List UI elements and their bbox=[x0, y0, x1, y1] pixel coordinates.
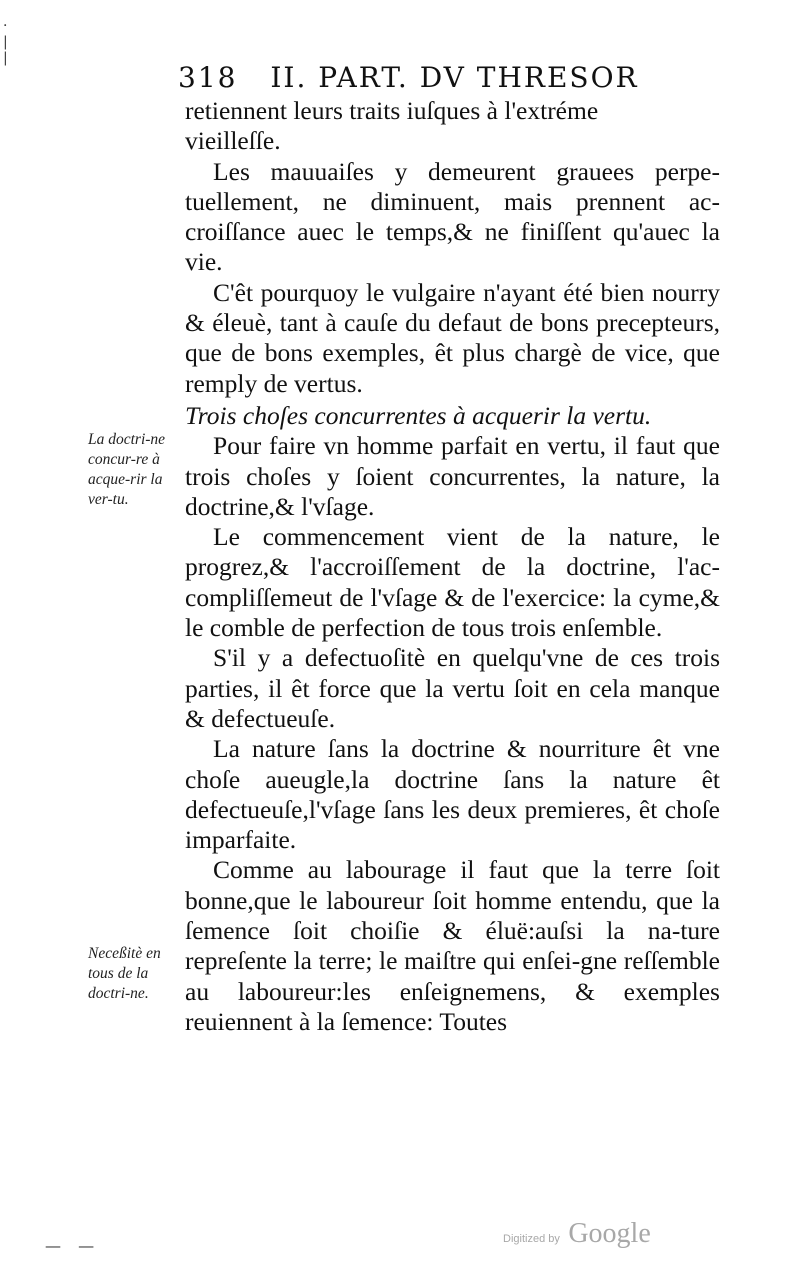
paragraph: Les mauuaiſes y demeurent grauees perpe-tuellement, ne diminuent, mais prennent ac-croiſſance auec le temps,& ne finiſſent qu'auec la vie. bbox=[185, 156, 720, 277]
scan-edge-mark: · | | bbox=[3, 18, 8, 66]
google-logo: Google bbox=[568, 1218, 651, 1249]
text-line: vieilleſſe. bbox=[185, 126, 281, 156]
page-number: 318 bbox=[178, 61, 238, 94]
running-title: II. PART. DV THRESOR bbox=[270, 61, 639, 94]
section-heading: Trois choſes concurrentes à acquerir la vertu. bbox=[185, 400, 652, 430]
main-text bbox=[185, 96, 720, 1037]
paragraph: S'il y a defectuoſitè en quelqu'vne de ces trois parties, il êt force que la vertu ſoit en cela manque & defectueuſe. bbox=[185, 643, 720, 733]
paragraph: La nature ſans la doctrine & nourriture êt vne choſe aueugle,la doctrine ſans la nature êt defectueuſe,l'vſage ſans les deux premieres, êt choſe imparfaite. bbox=[185, 734, 720, 855]
paragraph: Pour faire vn homme parfait en vertu, il faut que trois choſes y ſoient concurrentes, la nature, la doctrine,& l'vſage. bbox=[185, 431, 720, 521]
scan-edge-dashes: — — bbox=[45, 1236, 101, 1255]
paragraph: Le commencement vient de la nature, le progrez,& l'accroiſſement de la doctrine, l'ac-compliſſemeut de l'vſage & de l'exercice: la cyme,& le comble de perfection de tous trois enſemble. bbox=[185, 522, 720, 643]
text-line: retiennent leurs traits iuſques à l'extréme bbox=[185, 96, 599, 125]
running-header bbox=[178, 58, 738, 98]
paragraph: Comme au labourage il faut que la terre ſoit bonne,que le laboureur ſoit homme entendu, que la ſemence ſoit choiſie & éluë:auſsi la na-ture repreſente la terre; le maiſtre qui enſei-gne reſſemble au laboureur:les enſeignemens, & exemples reuiennent à la ſemence: Toutes bbox=[185, 855, 720, 1036]
digitized-watermark bbox=[503, 1218, 651, 1250]
paragraph: C'êt pourquoy le vulgaire n'ayant été bien nourry & éleuè, tant à cauſe du defaut de bons precepteurs, que de bons exemples, êt plus chargè de vice, que remply de vertus. bbox=[185, 277, 720, 398]
margin-note-necessity: Neceßitè en tous de la doctri-ne. bbox=[88, 945, 161, 1002]
margin-note-doctrine: La doctri-ne concur-re à acque-rir la ver-tu. bbox=[88, 431, 166, 508]
watermark-prefix: Digitized by bbox=[503, 1233, 560, 1245]
